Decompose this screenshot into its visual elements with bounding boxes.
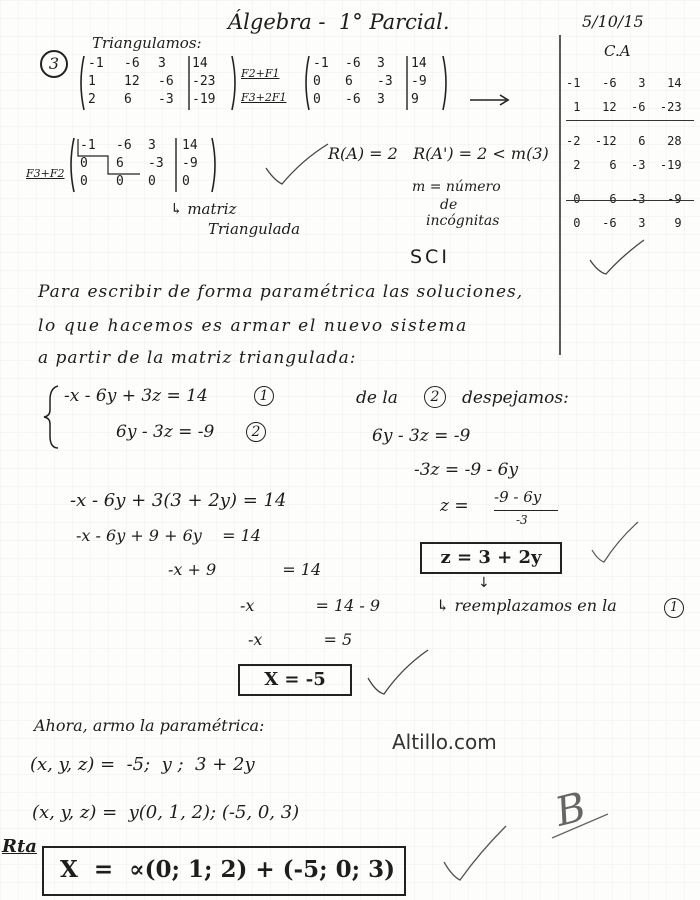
- matrix-cell: 3: [148, 138, 156, 153]
- matrix-cell: 14: [411, 56, 427, 71]
- matrix-cell: 0: [182, 174, 190, 189]
- side-calc-rule: [566, 120, 694, 121]
- answer-box: [42, 846, 406, 896]
- matrix-cell: -6: [124, 56, 140, 71]
- eq-tag-2: 2: [246, 422, 266, 442]
- matrix-cell: 0: [313, 92, 321, 107]
- side-calc-row: -2 -12 6 28: [566, 134, 682, 148]
- matrix-initial: [78, 54, 238, 112]
- matrix-cell: -6: [158, 74, 174, 89]
- solve-x-line-4: -x = 14 - 9: [240, 596, 381, 615]
- paragraph-line-3: a partir de la matriz triangulada:: [38, 348, 357, 368]
- matrix-cell: 0: [148, 174, 156, 189]
- matrix-cell: 0: [80, 174, 88, 189]
- solve-z-tag: 2: [424, 386, 446, 408]
- matrix-cell: 9: [411, 92, 419, 107]
- answer-label: Rta: [2, 836, 37, 857]
- side-calc-rule: [566, 200, 694, 201]
- matrix-cell: 0: [80, 156, 88, 171]
- matrix-cell: -23: [192, 74, 216, 89]
- rank-statement: R(A) = 2 R(A') = 2 < m(3): [328, 144, 549, 163]
- solve-z-frac-den: -3: [516, 513, 528, 527]
- solve-z-frac-num: -9 - 6y: [494, 488, 542, 506]
- parametric-intro: Ahora, armo la paramétrica:: [34, 716, 265, 735]
- side-calc-row: -1 -6 3 14: [566, 76, 682, 90]
- matrix-cell: 3: [377, 56, 385, 71]
- solve-z-frac-left: z =: [440, 496, 469, 516]
- matrix-cell: -1: [80, 138, 96, 153]
- matrix-cell: 0: [116, 174, 124, 189]
- system-eq-1: -x - 6y + 3z = 14: [64, 386, 208, 406]
- matrix-cell: 12: [124, 74, 140, 89]
- system-eq-2: 6y - 3z = -9: [116, 422, 215, 442]
- date: 5/10/15: [582, 12, 644, 31]
- matrix-cell: 14: [192, 56, 208, 71]
- row-op-2: F3+2F1: [241, 91, 287, 104]
- parametric-line-2: (x, y, z) = y(0, 1, 2); (-5, 0, 3): [32, 802, 300, 823]
- checkmark-icon: [366, 648, 430, 696]
- solve-z-intro: de la: [356, 388, 398, 408]
- answer-formula: X = ∝(0; 1; 2) + (-5; 0; 3): [60, 856, 395, 883]
- matrix-cell: -6: [116, 138, 132, 153]
- checkmark-icon: [440, 824, 510, 884]
- matrix-cell: -9: [182, 156, 198, 171]
- matrix-caption-2: Triangulada: [208, 220, 301, 238]
- checkmark-icon: [590, 520, 640, 564]
- m-note-3: incógnitas: [426, 213, 500, 229]
- m-note-2: de: [440, 197, 458, 213]
- matrix-cell: 6: [124, 92, 132, 107]
- side-calc-row: 2 6 -3 -19: [566, 158, 682, 172]
- solve-x-line-1: -x - 6y + 3(3 + 2y) = 14: [70, 490, 287, 511]
- matrix-cell: -6: [345, 92, 361, 107]
- exercise-number-circle: [40, 50, 68, 78]
- matrix-final: [68, 136, 218, 194]
- side-calc-row: 0 -6 3 9: [566, 216, 682, 230]
- substitution-note: ↳ reemplazamos en la: [436, 596, 617, 615]
- z-result-box: z = 3 + 2y: [420, 542, 562, 574]
- arrow-right-icon: [468, 92, 512, 108]
- matrix-cell: -6: [345, 56, 361, 71]
- system-brace: [42, 384, 62, 450]
- matrix-cell: -3: [158, 92, 174, 107]
- side-calc-row: 1 12 -6 -23: [566, 100, 682, 114]
- matrix-cell: -9: [411, 74, 427, 89]
- matrix-cell: 3: [377, 92, 385, 107]
- matrix-caption-1: ↳ matriz: [170, 200, 237, 218]
- checkmark-icon: [588, 238, 648, 278]
- parametric-line-1: (x, y, z) = -5; y ; 3 + 2y: [30, 754, 255, 775]
- matrix-cell: -1: [313, 56, 329, 71]
- system-classification: SCI: [410, 246, 450, 268]
- triangulation-heading: Triangulamos:: [92, 34, 202, 52]
- side-calc-row: 0 6 -3 -9: [566, 192, 682, 206]
- matrix-cell: 14: [182, 138, 198, 153]
- substitution-tag: 1: [664, 598, 684, 618]
- matrix-cell: 2: [88, 92, 96, 107]
- matrix-cell: 3: [158, 56, 166, 71]
- x-result-box: X = -5: [238, 664, 352, 696]
- arrow-down-icon: ↓: [478, 575, 490, 591]
- watermark: Altillo.com: [392, 730, 497, 754]
- matrix-cell: 6: [345, 74, 353, 89]
- solve-z-line-2: -3z = -9 - 6y: [414, 460, 519, 480]
- solve-x-line-3: -x + 9 = 14: [168, 560, 322, 579]
- solve-x-line-2: -x - 6y + 9 + 6y = 14: [76, 526, 261, 545]
- matrix-cell: 6: [116, 156, 124, 171]
- paragraph-line-1: Para escribir de forma paramétrica las soluciones,: [38, 282, 524, 302]
- solve-z-line-1: 6y - 3z = -9: [372, 426, 471, 446]
- exercise-number: 3: [48, 54, 60, 73]
- matrix-cell: 1: [88, 74, 96, 89]
- grade-mark: B: [550, 784, 591, 836]
- checkmark-icon: [262, 140, 332, 190]
- fraction-bar: [494, 510, 558, 511]
- matrix-cell: -1: [88, 56, 104, 71]
- solve-x-line-5: -x = 5: [248, 630, 353, 649]
- side-calc-label: C.A: [604, 42, 631, 60]
- matrix-cell: -19: [192, 92, 216, 107]
- grade-stroke: [550, 812, 610, 842]
- matrix-cell: -3: [148, 156, 164, 171]
- m-note-1: m = número: [412, 179, 501, 195]
- row-op-3: F3+F2: [26, 167, 65, 180]
- solve-z-intro-end: despejamos:: [462, 388, 569, 408]
- matrix-step: [303, 54, 449, 112]
- page-title: Álgebra - 1° Parcial.: [228, 10, 450, 34]
- matrix-cell: -3: [377, 74, 393, 89]
- row-op-1: F2+F1: [241, 67, 280, 80]
- paragraph-line-2: lo que hacemos es armar el nuevo sistema: [38, 316, 468, 336]
- matrix-cell: 0: [313, 74, 321, 89]
- eq-tag-1: 1: [254, 386, 274, 406]
